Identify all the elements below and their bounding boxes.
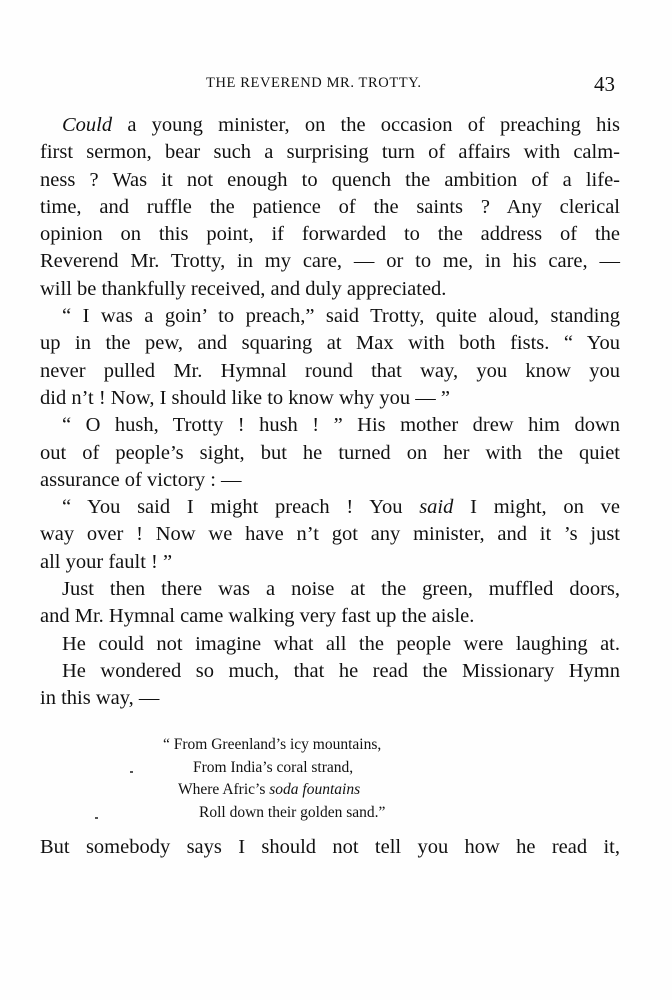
text-line: Reverend Mr. Trotty, in my care, — or to me, in his care, — [40, 250, 620, 273]
text-line: did n’t ! Now, I should like to know why you — ” [40, 386, 450, 409]
text-line: He could not imagine what all the people were laughing at. [62, 632, 620, 655]
closing-text [40, 834, 620, 861]
hymn-verse [163, 734, 385, 824]
print-speck [130, 771, 133, 773]
text-line: ness ? Was it not enough to quench the ambition of a life- [40, 168, 620, 191]
text-line: out of people’s sight, but he turned on her with the quiet [40, 441, 620, 464]
text-line: first sermon, bear such a surprising turn of affairs with calm- [40, 141, 620, 164]
body-text [40, 112, 620, 713]
text-line: “ I was a goin’ to preach,” said Trotty, quite aloud, standing [62, 305, 620, 328]
text-line: all your fault ! ” [40, 550, 173, 573]
verse-line: Where Afric’s soda fountains [178, 781, 361, 799]
text-line: never pulled Mr. Hymnal round that way, you know you [40, 359, 620, 382]
verse-line: Roll down their golden sand.” [199, 803, 386, 821]
text-line: Just then there was a noise at the green, muffled doors, [62, 578, 620, 601]
verse-line: From India’s coral strand, [193, 758, 354, 776]
text-line: and Mr. Hymnal came walking very fast up the aisle. [40, 605, 475, 628]
page-number: 43 [594, 72, 615, 96]
text-line: opinion on this point, if forwarded to the address of the [40, 223, 620, 246]
verse-line: “ From Greenland’s icy mountains, [163, 736, 382, 753]
text-line: But somebody says I should not tell you how he read it, [40, 836, 620, 858]
text-line: “ O hush, Trotty ! hush ! ” His mother drew him down [62, 414, 620, 437]
print-speck [95, 817, 98, 819]
text-line: time, and ruffle the patience of the saints ? Any clerical [40, 195, 620, 218]
text-line: assurance of victory : — [40, 468, 242, 491]
running-head [0, 72, 672, 96]
running-title: THE REVEREND MR. TROTTY. [206, 75, 422, 91]
text-line: in this way, — [40, 687, 160, 710]
text-line: up in the pew, and squaring at Max with both fists. “ You [40, 332, 620, 355]
text-line: “ You said I might preach ! You said I might, on ve [62, 496, 620, 519]
text-line: will be thankfully received, and duly appreciated. [40, 277, 447, 300]
text-line: He wondered so much, that he read the Missionary Hymn [62, 659, 620, 682]
text-line: Could a young minister, on the occasion of preaching his [62, 114, 620, 136]
text-line: way over ! Now we have n’t got any minister, and it ’s just [40, 523, 620, 546]
